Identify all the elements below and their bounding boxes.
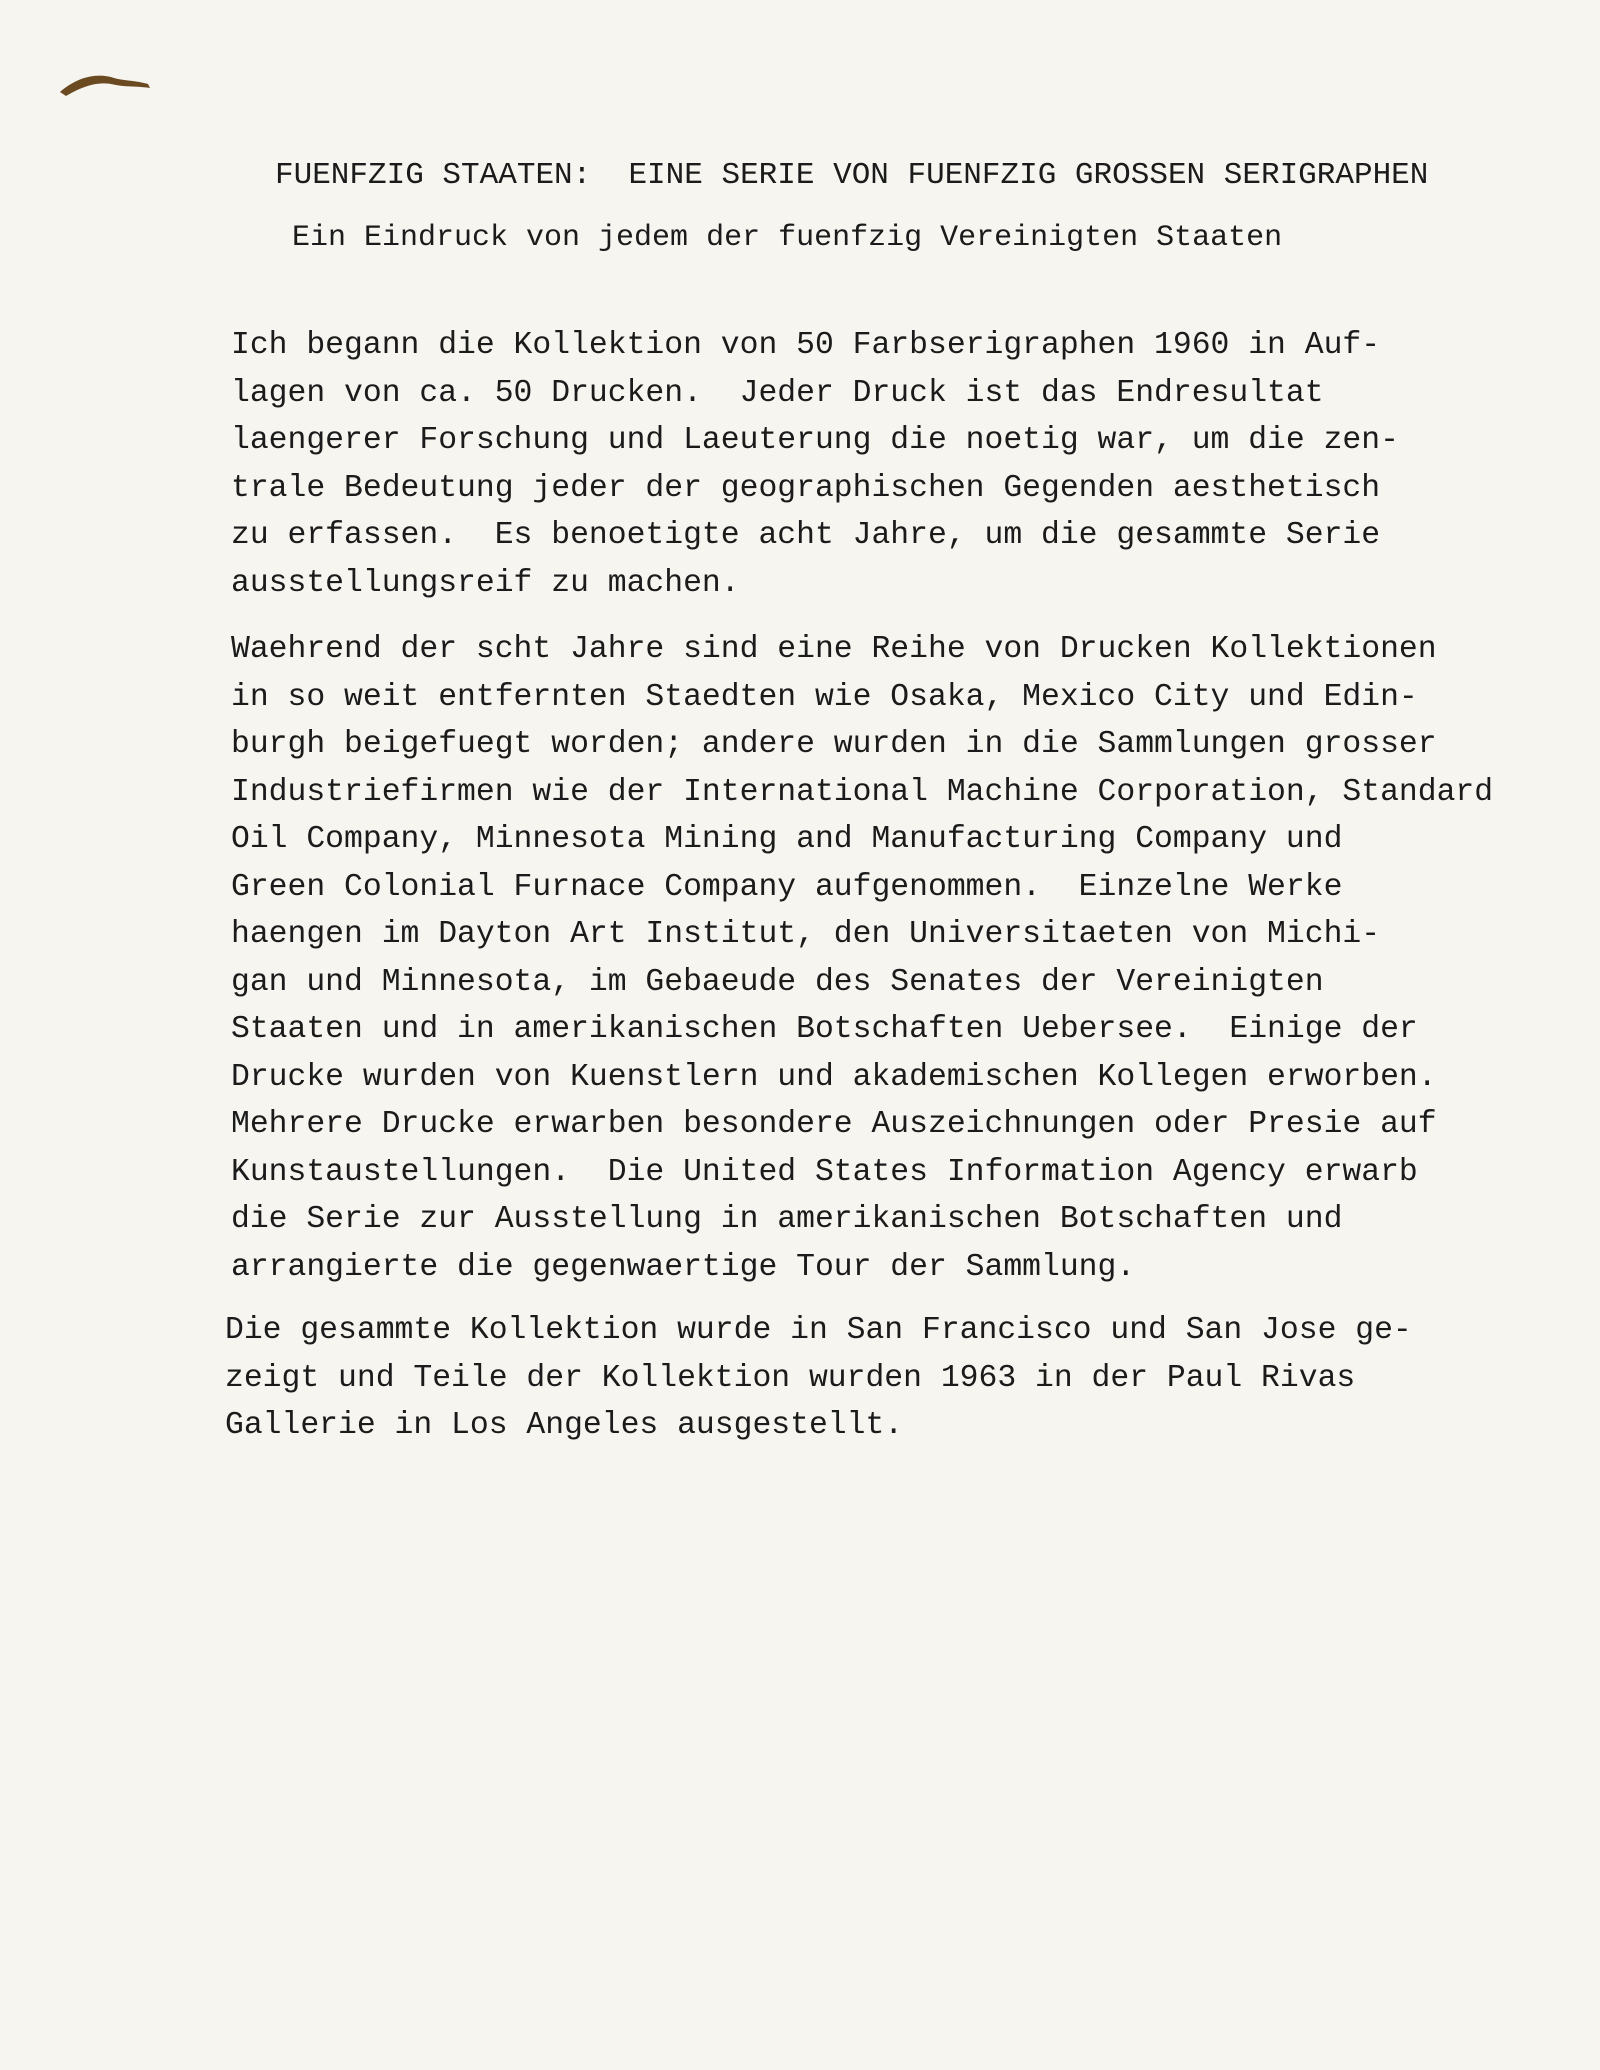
paragraph-3 [225,1307,1412,1450]
text-line: Gallerie in Los Angeles ausgestellt. [225,1408,904,1443]
text-line: Mehrere Drucke erwarben besondere Auszeichnungen oder Presie auf [231,1107,1437,1142]
text-line: burgh beigefuegt worden; andere wurden in die Sammlungen grosser [231,727,1437,762]
text-line: zeigt und Teile der Kollektion wurden 1963 in der Paul Rivas [225,1360,1356,1396]
text-line: zu erfassen. Es benoetigte acht Jahre, um die gesammte Serie [231,518,1381,553]
text-line: Ich begann die Kollektion von 50 Farbserigraphen 1960 in Auf- [231,328,1381,363]
text-line: Staaten und in amerikanischen Botschaften Uebersee. Einige der [231,1012,1418,1047]
document-subtitle: Ein Eindruck von jedem der fuenfzig Vereinigten Staaten [292,221,1283,255]
text-line: Industriefirmen wie der International Machine Corporation, Standard [231,774,1494,810]
text-line: lagen von ca. 50 Drucken. Jeder Druck ist das Endresultat [231,375,1324,411]
text-line: Oil Company, Minnesota Mining and Manufacturing Company und [231,822,1343,857]
text-line: trale Bedeutung jeder der geographischen Gegenden aesthetisch [231,470,1381,506]
text-line: Green Colonial Furnace Company aufgenommen. Einzelne Werke [231,869,1343,905]
text-line: gan und Minnesota, im Gebaeude des Senates der Vereinigten [231,964,1324,1000]
document-title: FUENFZIG STAATEN: EINE SERIE VON FUENFZIG GROSSEN SERIGRAPHEN [275,158,1429,193]
text-line: Drucke wurden von Kuenstlern und akademischen Kollegen erworben. [231,1059,1437,1095]
paragraph-2 [231,626,1493,1291]
text-line: die Serie zur Ausstellung in amerikanischen Botschaften und [231,1202,1343,1237]
text-line: haengen im Dayton Art Institut, den Universitaeten von Michi- [231,917,1381,952]
text-line: Die gesammte Kollektion wurde in San Francisco und San Jose ge- [225,1313,1412,1348]
text-line: Kunstaustellungen. Die United States Information Agency erwarb [231,1154,1418,1190]
text-line: laengerer Forschung und Laeuterung die noetig war, um die zen- [231,423,1399,458]
paragraph-1 [231,322,1399,607]
text-line: arrangierte die gegenwaertige Tour der Sammlung. [231,1249,1136,1285]
text-line: Waehrend der scht Jahre sind eine Reihe von Drucken Kollektionen [231,632,1437,667]
stain-mark-icon [56,66,156,106]
text-line: ausstellungsreif zu machen. [231,565,740,601]
text-line: in so weit entfernten Staedten wie Osaka, Mexico City und Edin- [231,679,1418,715]
